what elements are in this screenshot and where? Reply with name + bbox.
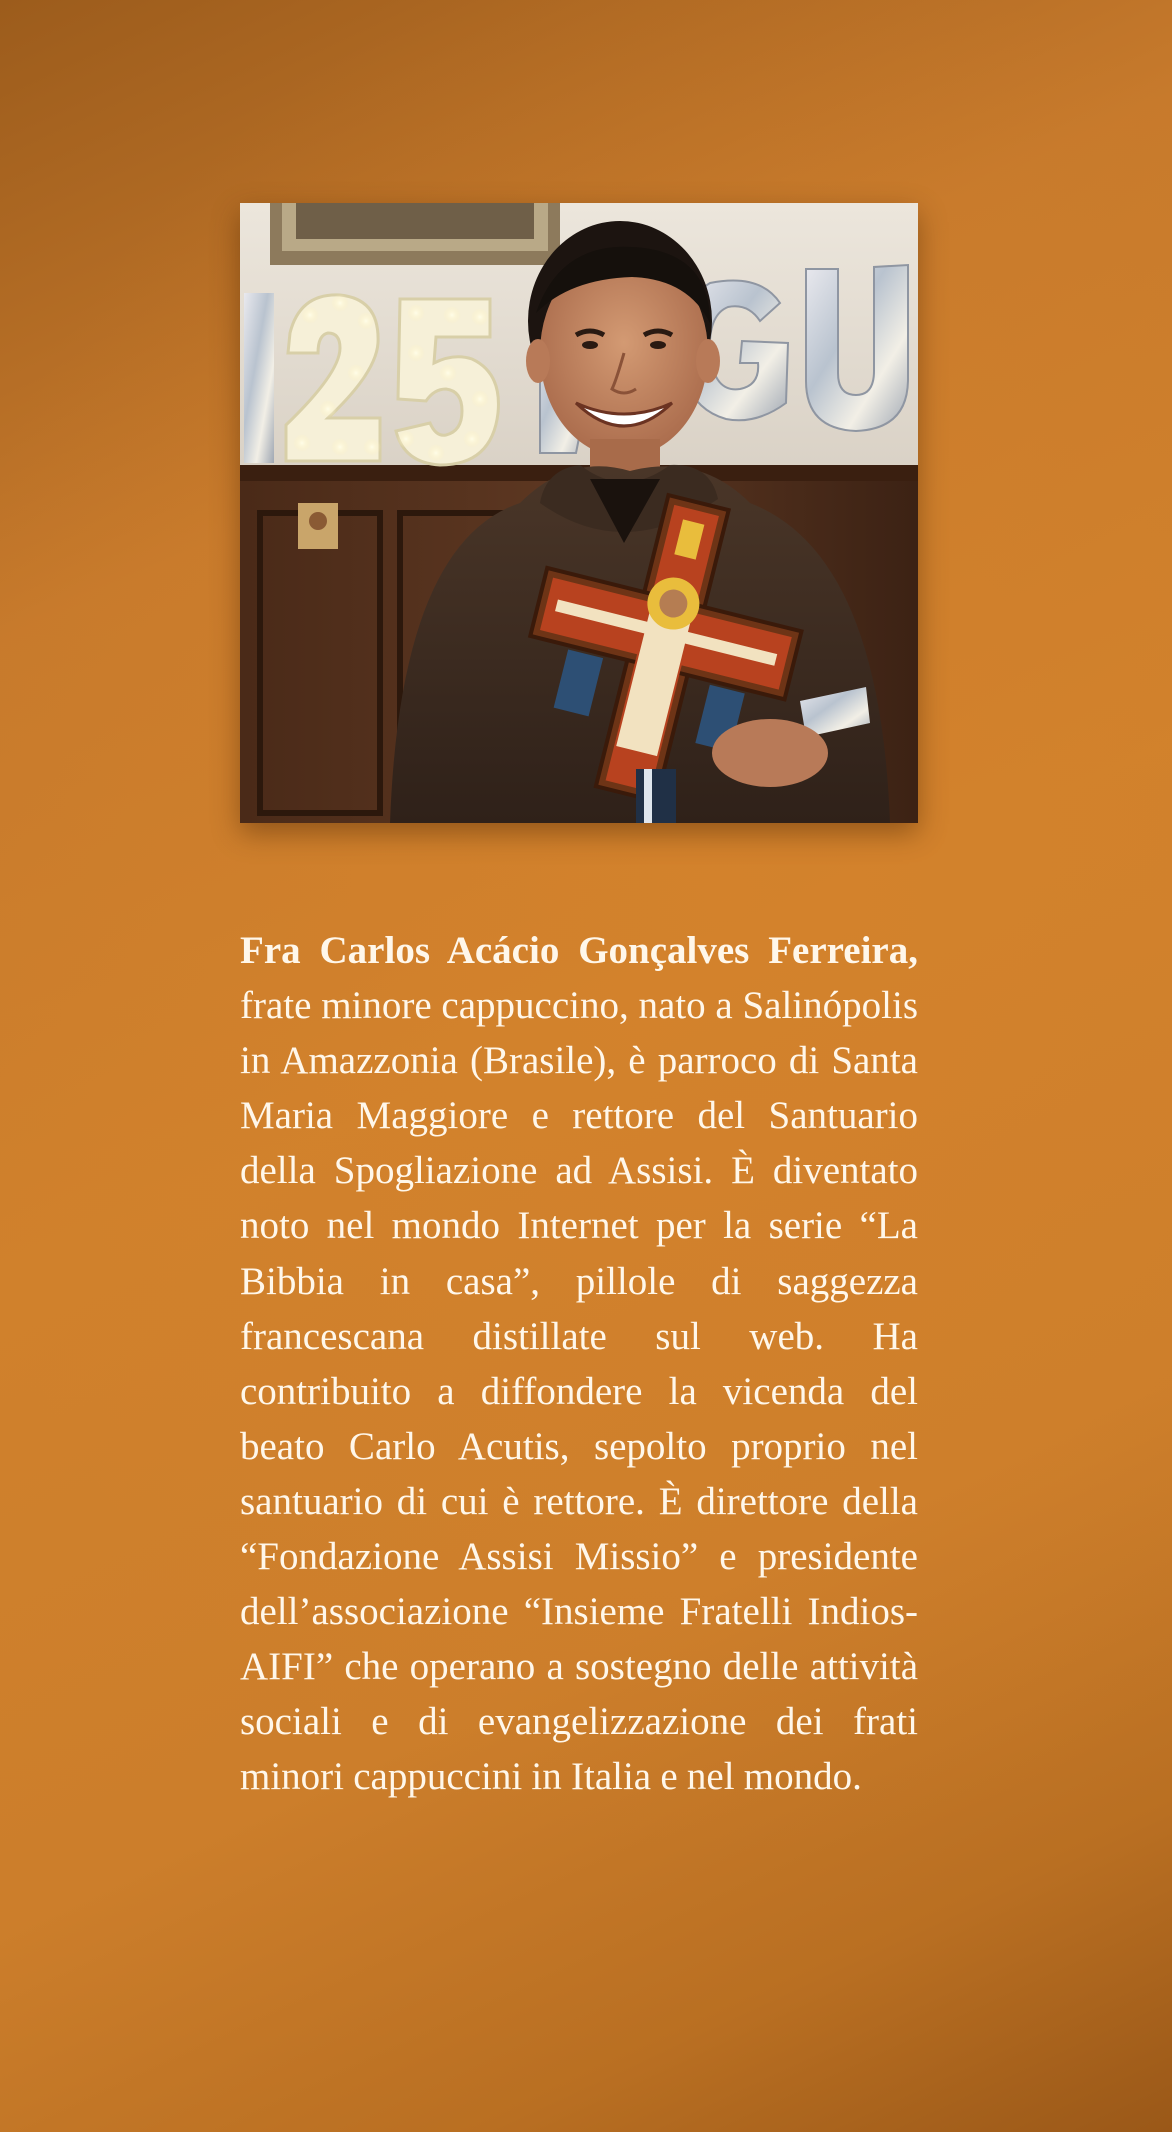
author-photo	[240, 203, 918, 823]
author-name: Fra Carlos Acácio Gonçalves Ferreira,	[240, 929, 918, 972]
author-photo-illustration	[240, 203, 918, 823]
author-bio	[240, 923, 918, 1805]
author-bio-text: frate minore cappuccino, nato a Salinópolis in Amazzonia (Brasile), è parroco di Santa Maria Maggiore e rettore del Santuario della Spogliazione ad Assisi. È diventato noto nel mondo Internet per la serie “La Bibbia in casa”, pillole di saggezza francescana distillate sul web. Ha contribuito a diffondere la vicenda del beato Carlo Acutis, sepolto proprio nel santuario di cui è rettore. È direttore della “Fondazione Assisi Missio” e presidente dell’associazione “Insieme Fratelli Indios-AIFI” che operano a sostegno delle attività sociali e di evangelizzazione dei frati minori cappuccini in Italia e nel mondo.	[240, 984, 918, 1799]
